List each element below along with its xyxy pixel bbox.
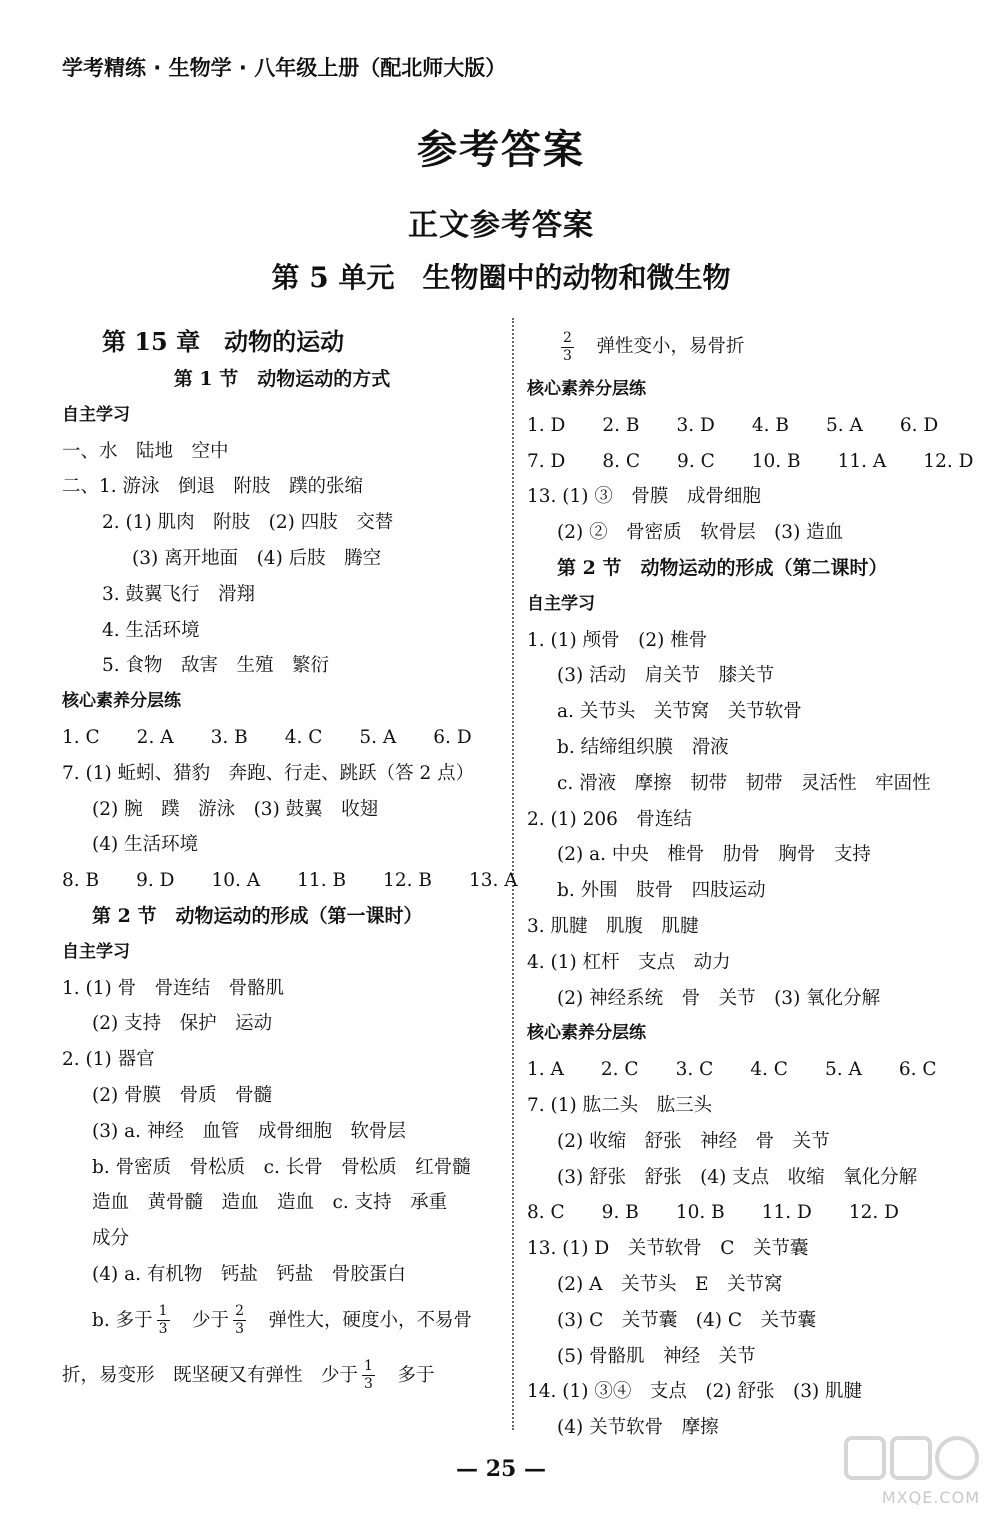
- answer-line: (3) C 关节囊 (4) C 关节囊: [557, 1309, 816, 1331]
- answer-line: 2. (1) 206 骨连结: [527, 808, 692, 830]
- fraction-numerator: 2: [563, 329, 572, 346]
- unit-title: 第 5 单元 生物圈中的动物和微生物: [271, 261, 731, 294]
- answer-text: 弹性大，硬度小，不易骨: [268, 1309, 473, 1331]
- answer-line: 4. (1) 杠杆 支点 动力: [527, 951, 731, 973]
- answer-line: b. 骨密质 骨松质 c. 长骨 骨松质 红骨髓: [92, 1156, 471, 1178]
- answer-line: (4) 关节软骨 摩擦: [557, 1417, 719, 1439]
- answer-line: 13. (1) D 关节软骨 C 关节囊: [527, 1238, 809, 1260]
- answer-line: b. 外围 肢骨 四肢运动: [557, 880, 766, 902]
- watermark-text: MXQE.COM: [881, 1488, 980, 1507]
- fraction-numerator: 2: [235, 1303, 244, 1320]
- answer-line: 2. (1) 肌肉 附肢 (2) 四肢 交替: [102, 512, 394, 534]
- page-title: 参考答案: [417, 126, 585, 173]
- answer-line: (3) 舒张 舒张 (4) 支点 收缩 氧化分解: [557, 1166, 918, 1188]
- page-number: — 25 —: [456, 1456, 546, 1482]
- answer-line: 1. (1) 颅骨 (2) 椎骨: [527, 629, 708, 651]
- section-title: 第 1 节 动物运动的方式: [173, 368, 391, 390]
- answer-line: 1. D 2. B 3. D 4. B 5. A 6. D: [527, 414, 939, 436]
- answer-text: 折，易变形 既坚硬又有弹性 少于: [62, 1364, 359, 1386]
- answer-line: [62, 1348, 502, 1403]
- answer-line: a. 关节头 关节窝 关节软骨: [557, 701, 802, 723]
- answer-line: 8. C 9. B 10. B 11. D 12. D: [527, 1202, 899, 1224]
- fraction-two-thirds: [561, 330, 574, 365]
- chapter-title: 第 15 章 动物的运动: [102, 327, 345, 356]
- fraction-denominator: 3: [158, 1321, 168, 1338]
- answer-line: 1. A 2. C 3. C 4. C 5. A 6. C: [527, 1059, 937, 1081]
- answer-line: 8. B 9. D 10. A 11. B 12. B 13. A: [62, 870, 518, 892]
- sub-title: 正文参考答案: [408, 208, 594, 243]
- answer-line: 4. 生活环境: [102, 619, 200, 641]
- answer-line: 二、1. 游泳 倒退 附肢 蹼的张缩: [62, 476, 364, 498]
- answer-text: b. 多于: [92, 1309, 153, 1331]
- answer-line: 1. C 2. A 3. B 4. C 5. A 6. D: [62, 726, 472, 748]
- fraction-denominator: 3: [563, 347, 572, 364]
- answer-line: 7. (1) 蚯蚓、猎豹 奔跑、行走、跳跃（答 2 点）: [62, 762, 475, 784]
- answer-line: 7. (1) 肱二头 肱三头: [527, 1094, 713, 1116]
- answer-line: (3) 离开地面 (4) 后肢 腾空: [132, 547, 382, 569]
- fraction-two-thirds: [233, 1303, 246, 1338]
- answer-line: 7. D 8. C 9. C 10. B 11. A 12. D: [527, 450, 974, 472]
- answer-text: 多于: [397, 1364, 435, 1386]
- section-title: 第 2 节 动物运动的形成（第二课时）: [557, 556, 888, 579]
- section-label: 核心素养分层练: [62, 691, 181, 712]
- fraction-denominator: 3: [235, 1321, 244, 1338]
- answer-line: 3. 鼓翼飞行 滑翔: [102, 583, 256, 605]
- answer-line: 成分: [92, 1228, 130, 1250]
- answer-line: (5) 骨骼肌 神经 关节: [557, 1345, 756, 1367]
- answer-line: [527, 322, 967, 372]
- answer-line: (4) a. 有机物 钙盐 钙盐 骨胶蛋白: [92, 1263, 406, 1285]
- book-header: 学考精练 · 生物学 · 八年级上册（配北师大版）: [62, 56, 507, 80]
- section-label: 自主学习: [527, 593, 595, 614]
- answer-line: c. 滑液 摩擦 韧带 韧带 灵活性 牢固性: [557, 772, 931, 794]
- answer-line: (2) 支持 保护 运动: [92, 1013, 273, 1035]
- answer-line: 13. (1) ③ 骨膜 成骨细胞: [527, 486, 761, 508]
- answer-line: (2) 骨膜 骨质 骨髓: [92, 1084, 273, 1106]
- answer-text: 少于: [192, 1309, 230, 1331]
- right-column: [527, 322, 974, 1446]
- answer-line: 一、水 陆地 空中: [62, 440, 229, 462]
- answer-line: (3) a. 神经 血管 成骨细胞 软骨层: [92, 1120, 406, 1142]
- left-column: [62, 322, 518, 1403]
- answer-line: (2) A 关节头 E 关节窝: [557, 1273, 783, 1295]
- answer-line: (4) 生活环境: [92, 834, 199, 856]
- answer-line: 1. (1) 骨 骨连结 骨骼肌: [62, 977, 285, 999]
- section-label: 自主学习: [62, 941, 130, 962]
- answer-line: 2. (1) 器官: [62, 1049, 155, 1071]
- fraction-one-third: [157, 1303, 170, 1338]
- section-label: 核心素养分层练: [527, 1023, 646, 1044]
- answer-line: (2) 腕 蹼 游泳 (3) 鼓翼 收翅: [92, 798, 379, 820]
- answer-line: [62, 1293, 502, 1348]
- fraction-denominator: 3: [364, 1376, 373, 1393]
- answer-text: 弹性变小，易骨折: [596, 336, 745, 357]
- section-label: 自主学习: [62, 404, 130, 425]
- answer-line: 5. 食物 敌害 生殖 繁衍: [102, 655, 330, 677]
- section-title: 第 2 节 动物运动的形成（第一课时）: [92, 904, 423, 927]
- fraction-numerator: 1: [158, 1303, 168, 1320]
- section-label: 核心素养分层练: [527, 379, 646, 399]
- answer-line: (2) ② 骨密质 软骨层 (3) 造血: [557, 522, 844, 544]
- answer-line: (3) 活动 肩关节 膝关节: [557, 665, 775, 687]
- answer-line: (2) 神经系统 骨 关节 (3) 氧化分解: [557, 987, 881, 1009]
- answer-line: (2) 收缩 舒张 神经 骨 关节: [557, 1130, 830, 1152]
- answer-line: 14. (1) ③④ 支点 (2) 舒张 (3) 肌腱: [527, 1381, 863, 1403]
- answer-line: b. 结缔组织膜 滑液: [557, 736, 729, 758]
- answer-line: 3. 肌腱 肌腹 肌腱: [527, 915, 699, 937]
- answer-line: 造血 黄骨髓 造血 造血 c. 支持 承重: [92, 1192, 448, 1214]
- fraction-numerator: 1: [364, 1358, 373, 1375]
- fraction-one-third: [362, 1358, 375, 1393]
- answer-line: (2) a. 中央 椎骨 肋骨 胸骨 支持: [557, 844, 871, 866]
